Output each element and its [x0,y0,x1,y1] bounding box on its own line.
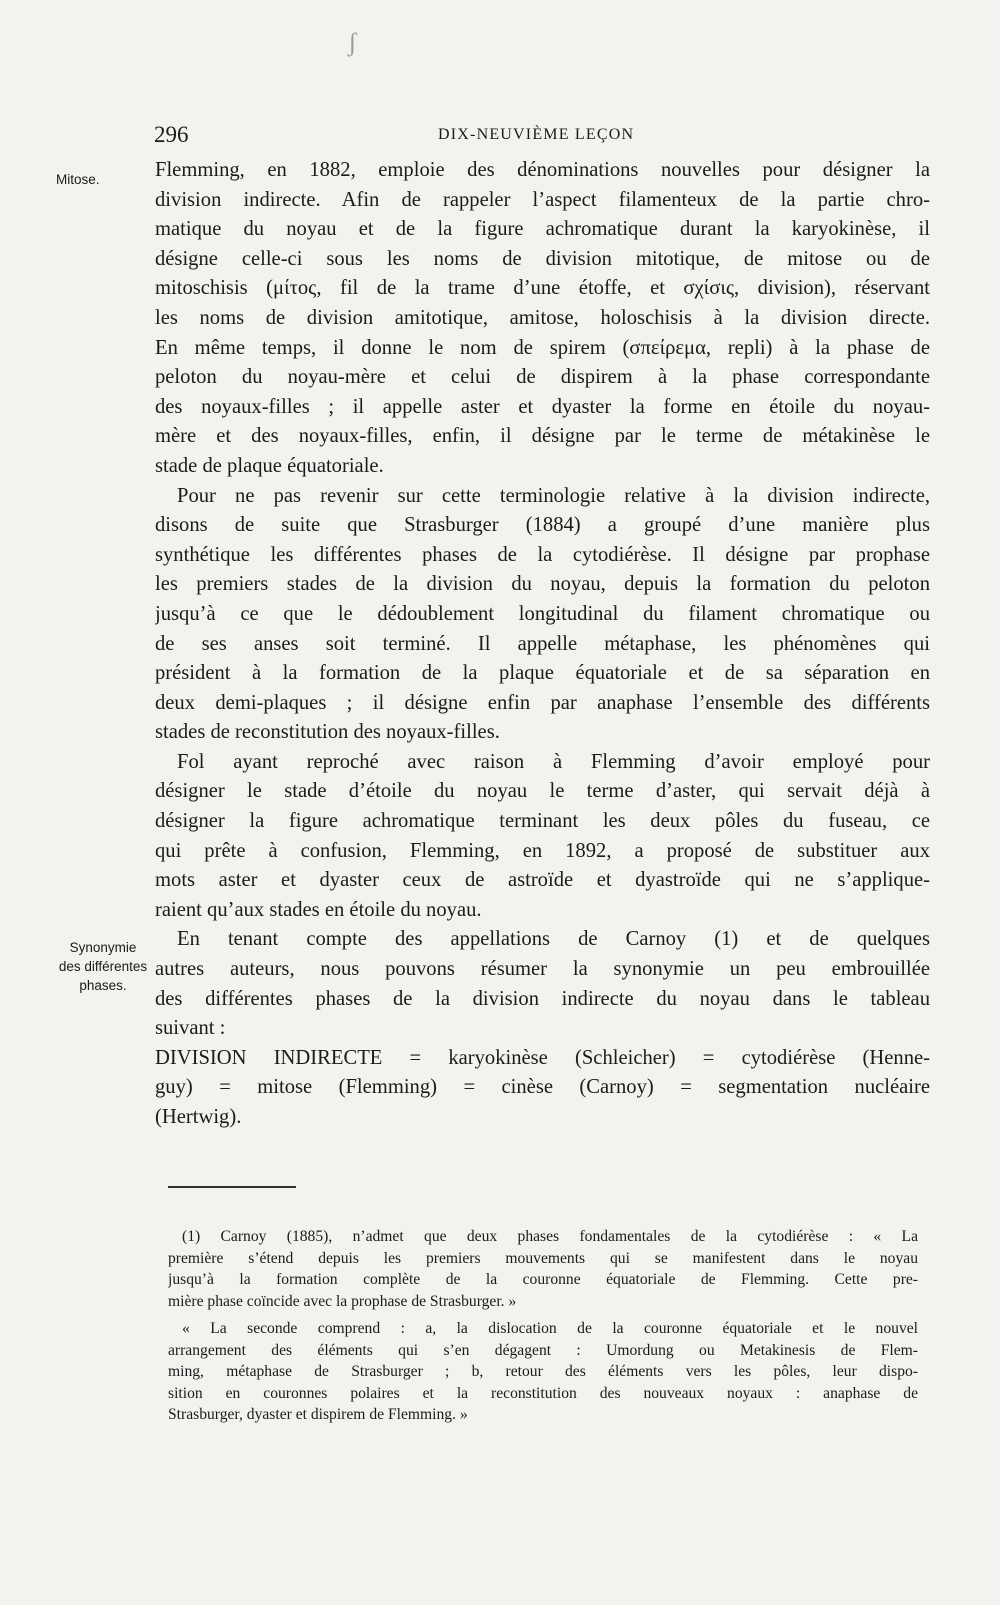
text-line: deux demi-plaques ; il désigne enfin par anaphase l’ensemble des différents [155,691,930,714]
text-line: stades de reconstitution des noyaux-filles. [155,721,500,744]
margin-note-line: des différentes [58,959,148,974]
text-line: stade de plaque équatoriale. [155,454,384,477]
text-line: division indirecte. Afin de rappeler l’aspect filamenteux de la partie chro- [155,188,930,211]
footnote-line: ming, métaphase de Strasburger ; b, retour des éléments vers les pôles, leur dispo- [168,1363,918,1380]
text-line: DIVISION INDIRECTE = karyokinèse (Schleicher) = cytodiérèse (Henne- [155,1046,930,1069]
text-line: désigne celle-ci sous les noms de division mitotique, de mitose ou de [155,247,930,270]
text-line: peloton du noyau-mère et celui de dispirem à la phase correspondante [155,366,930,389]
footnote-line: sition en couronnes polaires et la reconstitution des nouveaux noyaux : anaphase de [168,1384,918,1402]
text-line: qui prête à confusion, Flemming, en 1892, a proposé de substituer aux [155,839,930,862]
text-line: de ses anses soit terminé. Il appelle métaphase, les phénomènes qui [155,632,930,655]
text-line: Fol ayant reproché avec raison à Flemming d’avoir employé pour [177,750,930,773]
margin-note-synonymie [44,938,162,995]
margin-note-line: phases. [79,978,127,993]
text-line: guy) = mitose (Flemming) = cinèse (Carnoy) = segmentation nucléaire [155,1076,930,1099]
text-line: disons de suite que Strasburger (1884) a groupé d’une manière plus [155,514,930,537]
text-line: matique du noyau et de la figure achromatique durant la karyokinèse, il [155,218,930,241]
text-line: président à la formation de la plaque équatoriale et de sa séparation en [155,662,930,685]
text-line: mère et des noyaux-filles, enfin, il désigne par le terme de métakinèse le [155,425,930,448]
body-text [155,156,930,1133]
footnote-line: (1) Carnoy (1885), n’admet que deux phases fondamentales de la cytodiérèse : « La [182,1228,918,1245]
footnote-line: arrangement des éléments qui s’en dégagent : Umordung ou Metakinesis de Flem- [168,1341,918,1359]
text-line: mitoschisis (μίτος, fil de la trame d’une étoffe, et σχίσις, division), réservant [155,277,930,300]
text-line: Pour ne pas revenir sur cette terminologie relative à la division indirecte, [177,484,930,507]
footnote-line: mière phase coïncide avec la prophase de Strasburger. » [168,1292,517,1310]
footnote-line: Strasburger, dyaster et dispirem de Flemming. » [168,1406,468,1423]
text-line: En tenant compte des appellations de Carnoy (1) et de quelques [177,928,930,951]
footnote-line: jusqu’à la formation complète de la couronne équatoriale de Flemming. Cette pre- [168,1271,918,1288]
text-line: raient qu’aux stades en étoile du noyau. [155,898,482,921]
text-line: autres auteurs, nous pouvons résumer la synonymie un peu embrouillée [155,958,930,981]
margin-note-line: Synonymie [69,940,137,955]
footnote [168,1226,918,1426]
page-header [148,122,928,152]
text-line: des noyaux-filles ; il appelle aster et dyaster la forme en étoile du noyau- [155,395,930,418]
text-line: synthétique les différentes phases de la cytodiérèse. Il désigne par prophase [155,543,930,566]
text-line: Flemming, en 1882, emploie des dénominations nouvelles pour désigner la [155,159,930,181]
text-line: désigner le stade d’étoile du noyau le terme d’aster, qui servait déjà à [155,780,930,803]
margin-note-mitose: Mitose. [56,172,100,187]
running-title: DIX-NEUVIÈME LEÇON [438,126,635,143]
text-line: les premiers stades de la division du noyau, depuis la formation du peloton [155,573,930,596]
text-line: mots aster et dyaster ceux de astroïde et dyastroïde qui ne s’applique- [155,869,930,892]
footnote-line: première s’étend depuis les premiers mouvements qui se manifestent dans le noyau [168,1249,918,1267]
text-line: les noms de division amitotique, amitose, holoschisis à la division directe. [155,306,930,329]
text-line: (Hertwig). [155,1106,242,1128]
text-line: En même temps, il donne le nom de spirem (σπείρεμα, repli) à la phase de [155,336,930,359]
footnote-line: « La seconde comprend : a, la dislocation de la couronne équatoriale et le nouvel [182,1320,918,1337]
footnote-rule [168,1186,296,1188]
text-line: désigner la figure achromatique terminant les deux pôles du fuseau, ce [155,810,930,833]
pencil-mark: ʃ [348,28,357,57]
page-number: 296 [154,122,189,147]
text-line: des différentes phases de la division indirecte du noyau dans le tableau [155,987,930,1010]
text-line: jusqu’à ce que le dédoublement longitudinal du filament chromatique ou [155,602,930,625]
text-line: suivant : [155,1017,226,1040]
